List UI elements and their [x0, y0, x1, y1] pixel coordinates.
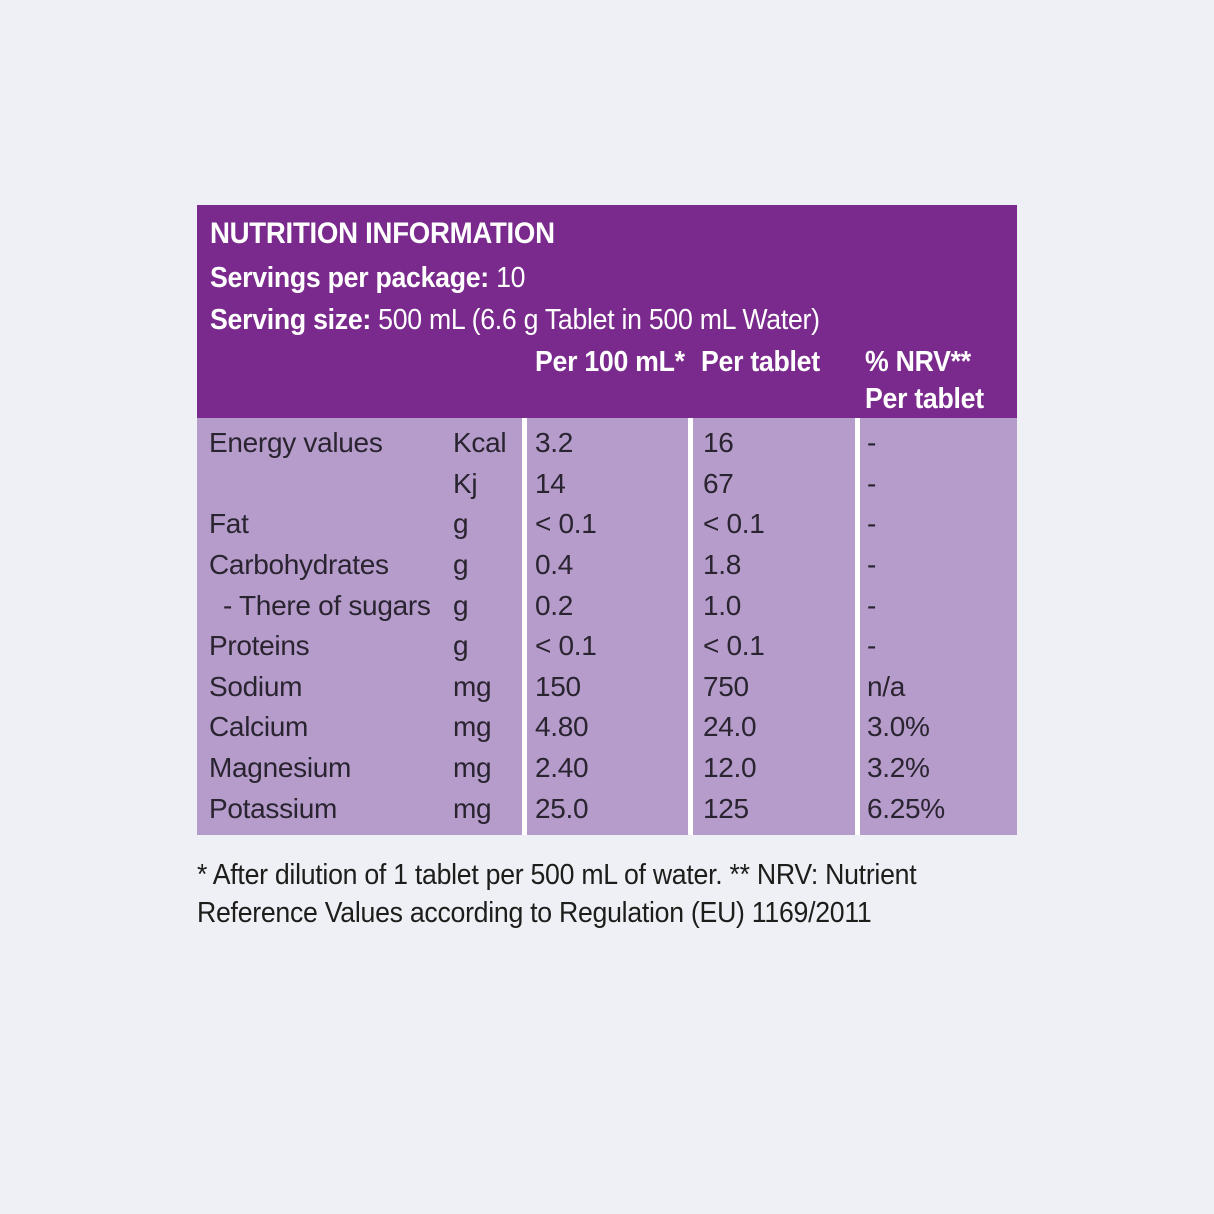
- nutrient-unit: mg: [453, 792, 492, 824]
- nutrient-unit: g: [453, 508, 469, 540]
- table-row-energy-kcal: [197, 423, 1017, 464]
- value-per-100ml: 2.40: [535, 752, 589, 784]
- value-nrv: -: [867, 427, 877, 459]
- table-row-fat: [197, 504, 1017, 545]
- column-divider: [688, 418, 693, 835]
- nutrient-unit: g: [453, 630, 469, 662]
- value-per-100ml: 150: [535, 670, 581, 702]
- footnote: [197, 856, 1017, 932]
- value-nrv: -: [867, 549, 877, 581]
- nutrient-name: Potassium: [209, 792, 338, 824]
- nutrition-panel: [197, 205, 1017, 835]
- value-per-tablet: 1.8: [703, 549, 742, 581]
- nutrition-header: [197, 205, 1017, 418]
- nutrient-name: Calcium: [209, 711, 309, 743]
- footnote-line-1: * After dilution of 1 tablet per 500 mL of water. ** NRV: Nutrient: [197, 859, 917, 891]
- servings-label: Servings per package:: [210, 262, 489, 294]
- nutrient-name: Sodium: [209, 670, 303, 702]
- serving-size-value: 500 mL (6.6 g Tablet in 500 mL Water): [378, 304, 820, 336]
- nutrition-title: [210, 217, 585, 251]
- column-divider: [855, 418, 860, 835]
- value-per-100ml: < 0.1: [535, 508, 597, 540]
- value-per-tablet: 125: [703, 792, 749, 824]
- column-header-per-100ml: Per 100 mL*: [535, 346, 685, 378]
- value-per-100ml: 25.0: [535, 792, 589, 824]
- value-per-tablet: 1.0: [703, 589, 742, 621]
- value-per-100ml: < 0.1: [535, 630, 597, 662]
- nutrient-unit: mg: [453, 752, 492, 784]
- nutrition-title-text: NUTRITION INFORMATION: [210, 217, 555, 250]
- nutrient-name: Proteins: [209, 630, 310, 662]
- servings-per-package-line: [210, 262, 553, 295]
- value-per-100ml: 4.80: [535, 711, 589, 743]
- table-row-energy-kj: [197, 464, 1017, 505]
- table-row-carbohydrates: [197, 545, 1017, 586]
- value-nrv: n/a: [867, 670, 906, 702]
- serving-size-label: Serving size:: [210, 304, 371, 336]
- table-row-potassium: [197, 788, 1017, 829]
- nutrient-name: Fat: [209, 508, 249, 540]
- nutrient-unit: Kj: [453, 467, 478, 499]
- nutrient-name: - There of sugars: [223, 589, 431, 621]
- table-row-calcium: [197, 707, 1017, 748]
- value-per-tablet: 750: [703, 670, 749, 702]
- value-per-100ml: 14: [535, 467, 566, 499]
- value-nrv: -: [867, 467, 877, 499]
- table-row-proteins: [197, 626, 1017, 667]
- value-per-tablet: 12.0: [703, 752, 757, 784]
- nutrient-unit: Kcal: [453, 427, 507, 459]
- value-per-100ml: 3.2: [535, 427, 574, 459]
- value-nrv: -: [867, 589, 877, 621]
- nutrient-unit: mg: [453, 711, 492, 743]
- footnote-line-2: Reference Values according to Regulation (EU) 1169/2011: [197, 897, 872, 929]
- value-per-tablet: 16: [703, 427, 734, 459]
- value-per-tablet: 67: [703, 467, 734, 499]
- value-nrv: 6.25%: [867, 792, 945, 824]
- column-divider: [522, 418, 527, 835]
- nutrient-unit: mg: [453, 670, 492, 702]
- nutrient-unit: g: [453, 549, 469, 581]
- value-per-100ml: 0.2: [535, 589, 574, 621]
- column-header-per-tablet: Per tablet: [701, 346, 820, 378]
- nutrition-table-body: [197, 418, 1017, 835]
- value-nrv: 3.0%: [867, 711, 930, 743]
- servings-value: 10: [496, 262, 526, 294]
- nutrient-name: Carbohydrates: [209, 549, 389, 581]
- value-per-100ml: 0.4: [535, 549, 574, 581]
- column-header-nrv-line1: % NRV**: [865, 346, 971, 378]
- table-row-sugars: [197, 585, 1017, 626]
- value-nrv: -: [867, 630, 877, 662]
- table-row-magnesium: [197, 748, 1017, 789]
- value-per-tablet: < 0.1: [703, 630, 765, 662]
- nutrient-name: Magnesium: [209, 752, 352, 784]
- serving-size-line: [210, 304, 873, 337]
- value-per-tablet: < 0.1: [703, 508, 765, 540]
- value-nrv: -: [867, 508, 877, 540]
- nutrient-name: Energy values: [209, 427, 383, 459]
- value-nrv: 3.2%: [867, 752, 930, 784]
- column-header-nrv-line2: Per tablet: [865, 383, 984, 415]
- table-row-sodium: [197, 667, 1017, 708]
- nutrient-unit: g: [453, 589, 469, 621]
- value-per-tablet: 24.0: [703, 711, 757, 743]
